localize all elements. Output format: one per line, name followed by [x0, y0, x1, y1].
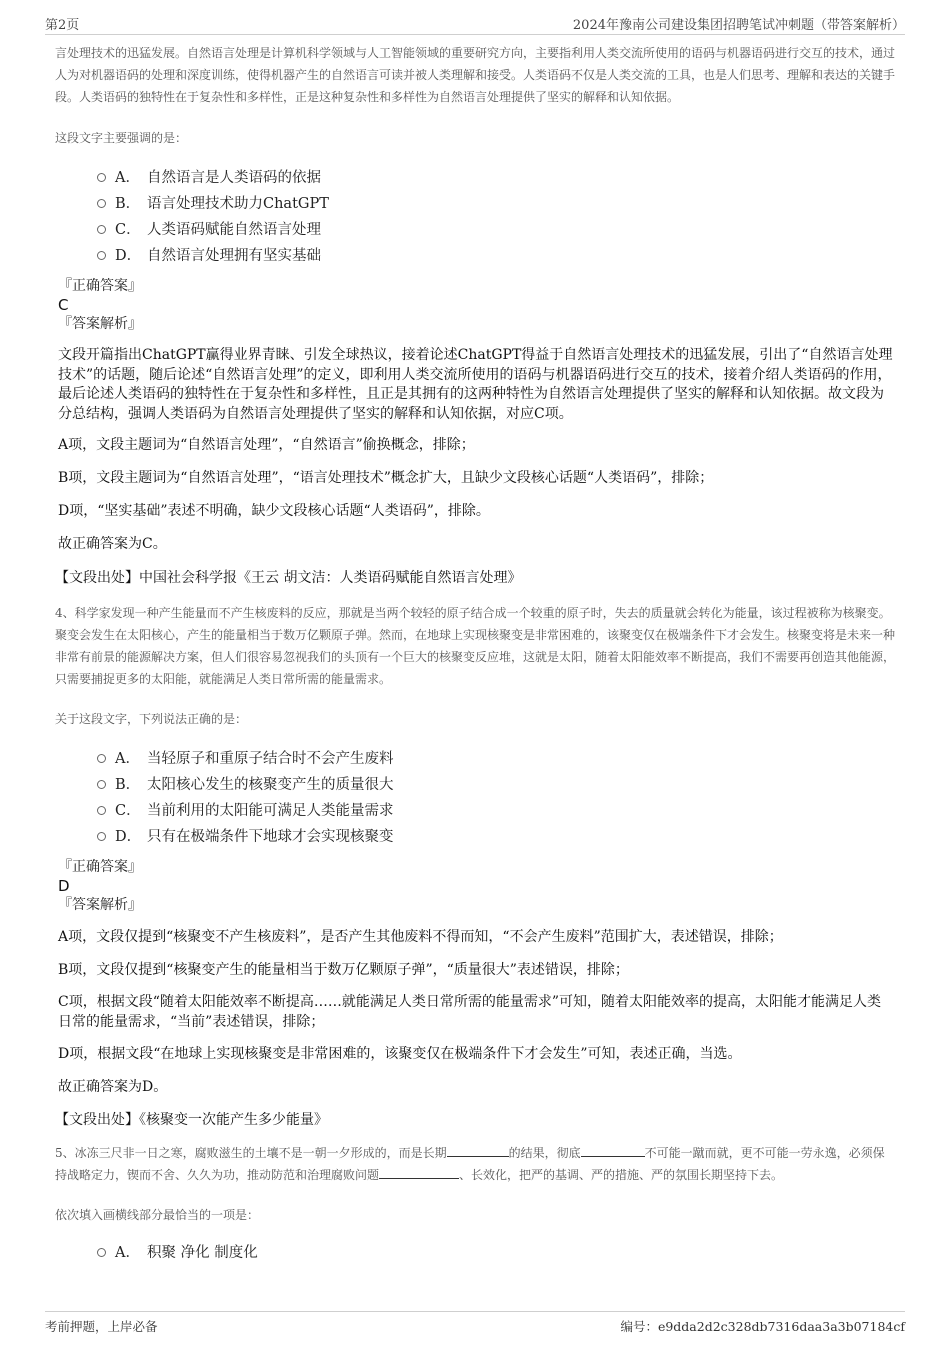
radio-icon[interactable]: [97, 225, 106, 234]
radio-icon[interactable]: [97, 806, 106, 815]
q4-option-c[interactable]: C． 当前利用的太阳能可满足人类能量需求: [55, 798, 895, 824]
q4-analysis-label: 『答案解析』: [58, 897, 142, 913]
radio-icon[interactable]: [97, 754, 106, 763]
q3-options: [55, 165, 895, 269]
radio-icon[interactable]: [97, 1248, 106, 1257]
q5-question: 依次填入画横线部分最恰当的一项是：: [55, 1208, 260, 1222]
fill-blank-1[interactable]: [447, 1144, 509, 1157]
q3-analysis-a: A项，文段主题词为“自然语言处理”，“自然语言”偷换概念，排除；: [58, 437, 475, 453]
q3-passage: 言处理技术的迅猛发展。自然语言处理是计算机科学领域与人工智能领域的重要研究方向，主要指利用人类交流所使用的语码与机器语码进行交互的技术，通过人为对机器语码的处理和深度训练，使得机器产生的自然语言可读并被人类理解和接受。人类语码不仅是人类交流的工具，也是人们思考、理解和表达的关键手段。人类语码的独特性在于复杂性和多样性，正是这种复杂性和多样性为自然语言处理提供了坚实的解释和认知依据。: [55, 46, 896, 104]
document-title: 2024年豫南公司建设集团招聘笔试冲刺题（带答案解析）: [572, 18, 905, 33]
q3-analysis-b: B项，文段主题词为“自然语言处理”，“语言处理技术”概念扩大，且缺少文段核心话题“人类语码”，排除；: [58, 469, 714, 486]
document-id: 编号：e9dda2d2c328db7316daa3a3b07184cf: [620, 1319, 905, 1334]
q3-analysis-d: D项，“坚实基础”表述不明确，缺少文段核心话题“人类语码”，排除。: [58, 503, 490, 519]
q5-option-a[interactable]: A． 积聚 净化 制度化: [55, 1240, 895, 1266]
q4-answer-label: 『正确答案』: [58, 859, 142, 875]
q4-analysis-c: C项，根据文段“随着太阳能效率不断提高……就能满足人类日常所需的能量需求”可知，随着太阳能效率的提高，太阳能才能满足人类日常的能量需求，“当前”表述错误，排除；: [58, 994, 882, 1030]
q3-option-b[interactable]: B． 语言处理技术助力ChatGPT: [55, 191, 895, 217]
page-header: [45, 10, 905, 35]
q4-options: [55, 746, 895, 850]
q4-question: 关于这段文字，下列说法正确的是：: [55, 712, 248, 726]
q3-answer-label: 『正确答案』: [58, 278, 142, 294]
radio-icon[interactable]: [97, 173, 106, 182]
q5-options: [55, 1240, 895, 1266]
q4-analysis-a: A项，文段仅提到“核聚变不产生核废料”，是否产生其他废料不得而知，“不会产生废料”范围扩大，表述错误，排除；: [58, 929, 783, 945]
q3-option-a[interactable]: A． 自然语言是人类语码的依据: [55, 165, 895, 191]
q3-analysis-main: 文段开篇指出ChatGPT赢得业界青睐、引发全球热议，接着论述ChatGPT得益于自然语言处理技术的迅猛发展，引出了“自然语言处理技术”的话题，随后论述“自然语言处理”的定义，即利用人类交流所使用的语码与机器语码进行交互的技术，接着介绍人类语码的作用，最后论述人类语码的独特性在于复杂性和多样性，且正是其拥有的这两种特性为自然语言处理提供了坚实的解释和认知依据。故文段为分总结构，强调人类语码为自然语言处理提供了坚实的解释和认知依据，对应C项。: [58, 347, 893, 422]
fill-blank-2[interactable]: [581, 1144, 645, 1157]
page-number: 第2页: [45, 18, 80, 33]
radio-icon[interactable]: [97, 251, 106, 260]
q4-conclusion: 故正确答案为D。: [58, 1078, 168, 1095]
q3-source: 【文段出处】中国社会科学报《王云 胡文洁：人类语码赋能自然语言处理》: [55, 570, 522, 586]
radio-icon[interactable]: [97, 199, 106, 208]
q4-option-a[interactable]: A． 当轻原子和重原子结合时不会产生废料: [55, 746, 895, 772]
page-content: [55, 42, 895, 1274]
q3-option-d[interactable]: D． 自然语言处理拥有坚实基础: [55, 243, 895, 269]
q4-option-b[interactable]: B． 太阳核心发生的核聚变产生的质量很大: [55, 772, 895, 798]
page-footer: [45, 1311, 905, 1338]
radio-icon[interactable]: [97, 780, 106, 789]
q3-conclusion: 故正确答案为C。: [58, 535, 167, 552]
q3-answer: C: [58, 296, 69, 314]
footer-slogan: 考前押题，上岸必备: [45, 1319, 158, 1334]
q4-analysis-b: B项，文段仅提到“核聚变产生的能量相当于数万亿颗原子弹”，“质量很大”表述错误，排除；: [58, 961, 629, 978]
q5-passage: 5、冰冻三尺非一日之寒，腐败滋生的土壤不是一朝一夕形成的，而是长期 的结果，彻底 不可能一蹴而就，更不可能一劳永逸，必须保持战略定力，锲而不舍、久久为功，推动防范和治理腐败问题 、长效化，把严的基调、严的措施、严的氛围长期坚持下去。: [55, 1146, 885, 1182]
radio-icon[interactable]: [97, 832, 106, 841]
q3-analysis-label: 『答案解析』: [58, 316, 142, 332]
q4-option-d[interactable]: D． 只有在极端条件下地球才会实现核聚变: [55, 824, 895, 850]
q4-passage: 4、科学家发现一种产生能量而不产生核废料的反应，那就是当两个较轻的原子结合成一个较重的原子时，失去的质量就会转化为能量，该过程被称为核聚变。聚变会发生在太阳核心，产生的能量相当于数万亿颗原子弹。然而，在地球上实现核聚变是非常困难的，该聚变仅在极端条件下才会发生。核聚变将是未来一种非常有前景的能源解决方案，但人们很容易忽视我们的头顶有一个巨大的核聚变反应堆，这就是太阳，随着太阳能效率不断提高，我们不需要再创造其他能源，只需要捕捉更多的太阳能，就能满足人类日常所需的能量需求。: [55, 606, 896, 686]
q4-source: 【文段出处】《核聚变一次能产生多少能量》: [55, 1112, 328, 1128]
q3-option-c[interactable]: C． 人类语码赋能自然语言处理: [55, 217, 895, 243]
q4-analysis-d: D项，根据文段“在地球上实现核聚变是非常困难的，该聚变仅在极端条件下才会发生”可知，表述正确，当选。: [58, 1046, 742, 1062]
q3-question: 这段文字主要强调的是：: [55, 131, 188, 145]
fill-blank-3[interactable]: [379, 1166, 459, 1179]
q4-answer: D: [58, 877, 70, 895]
